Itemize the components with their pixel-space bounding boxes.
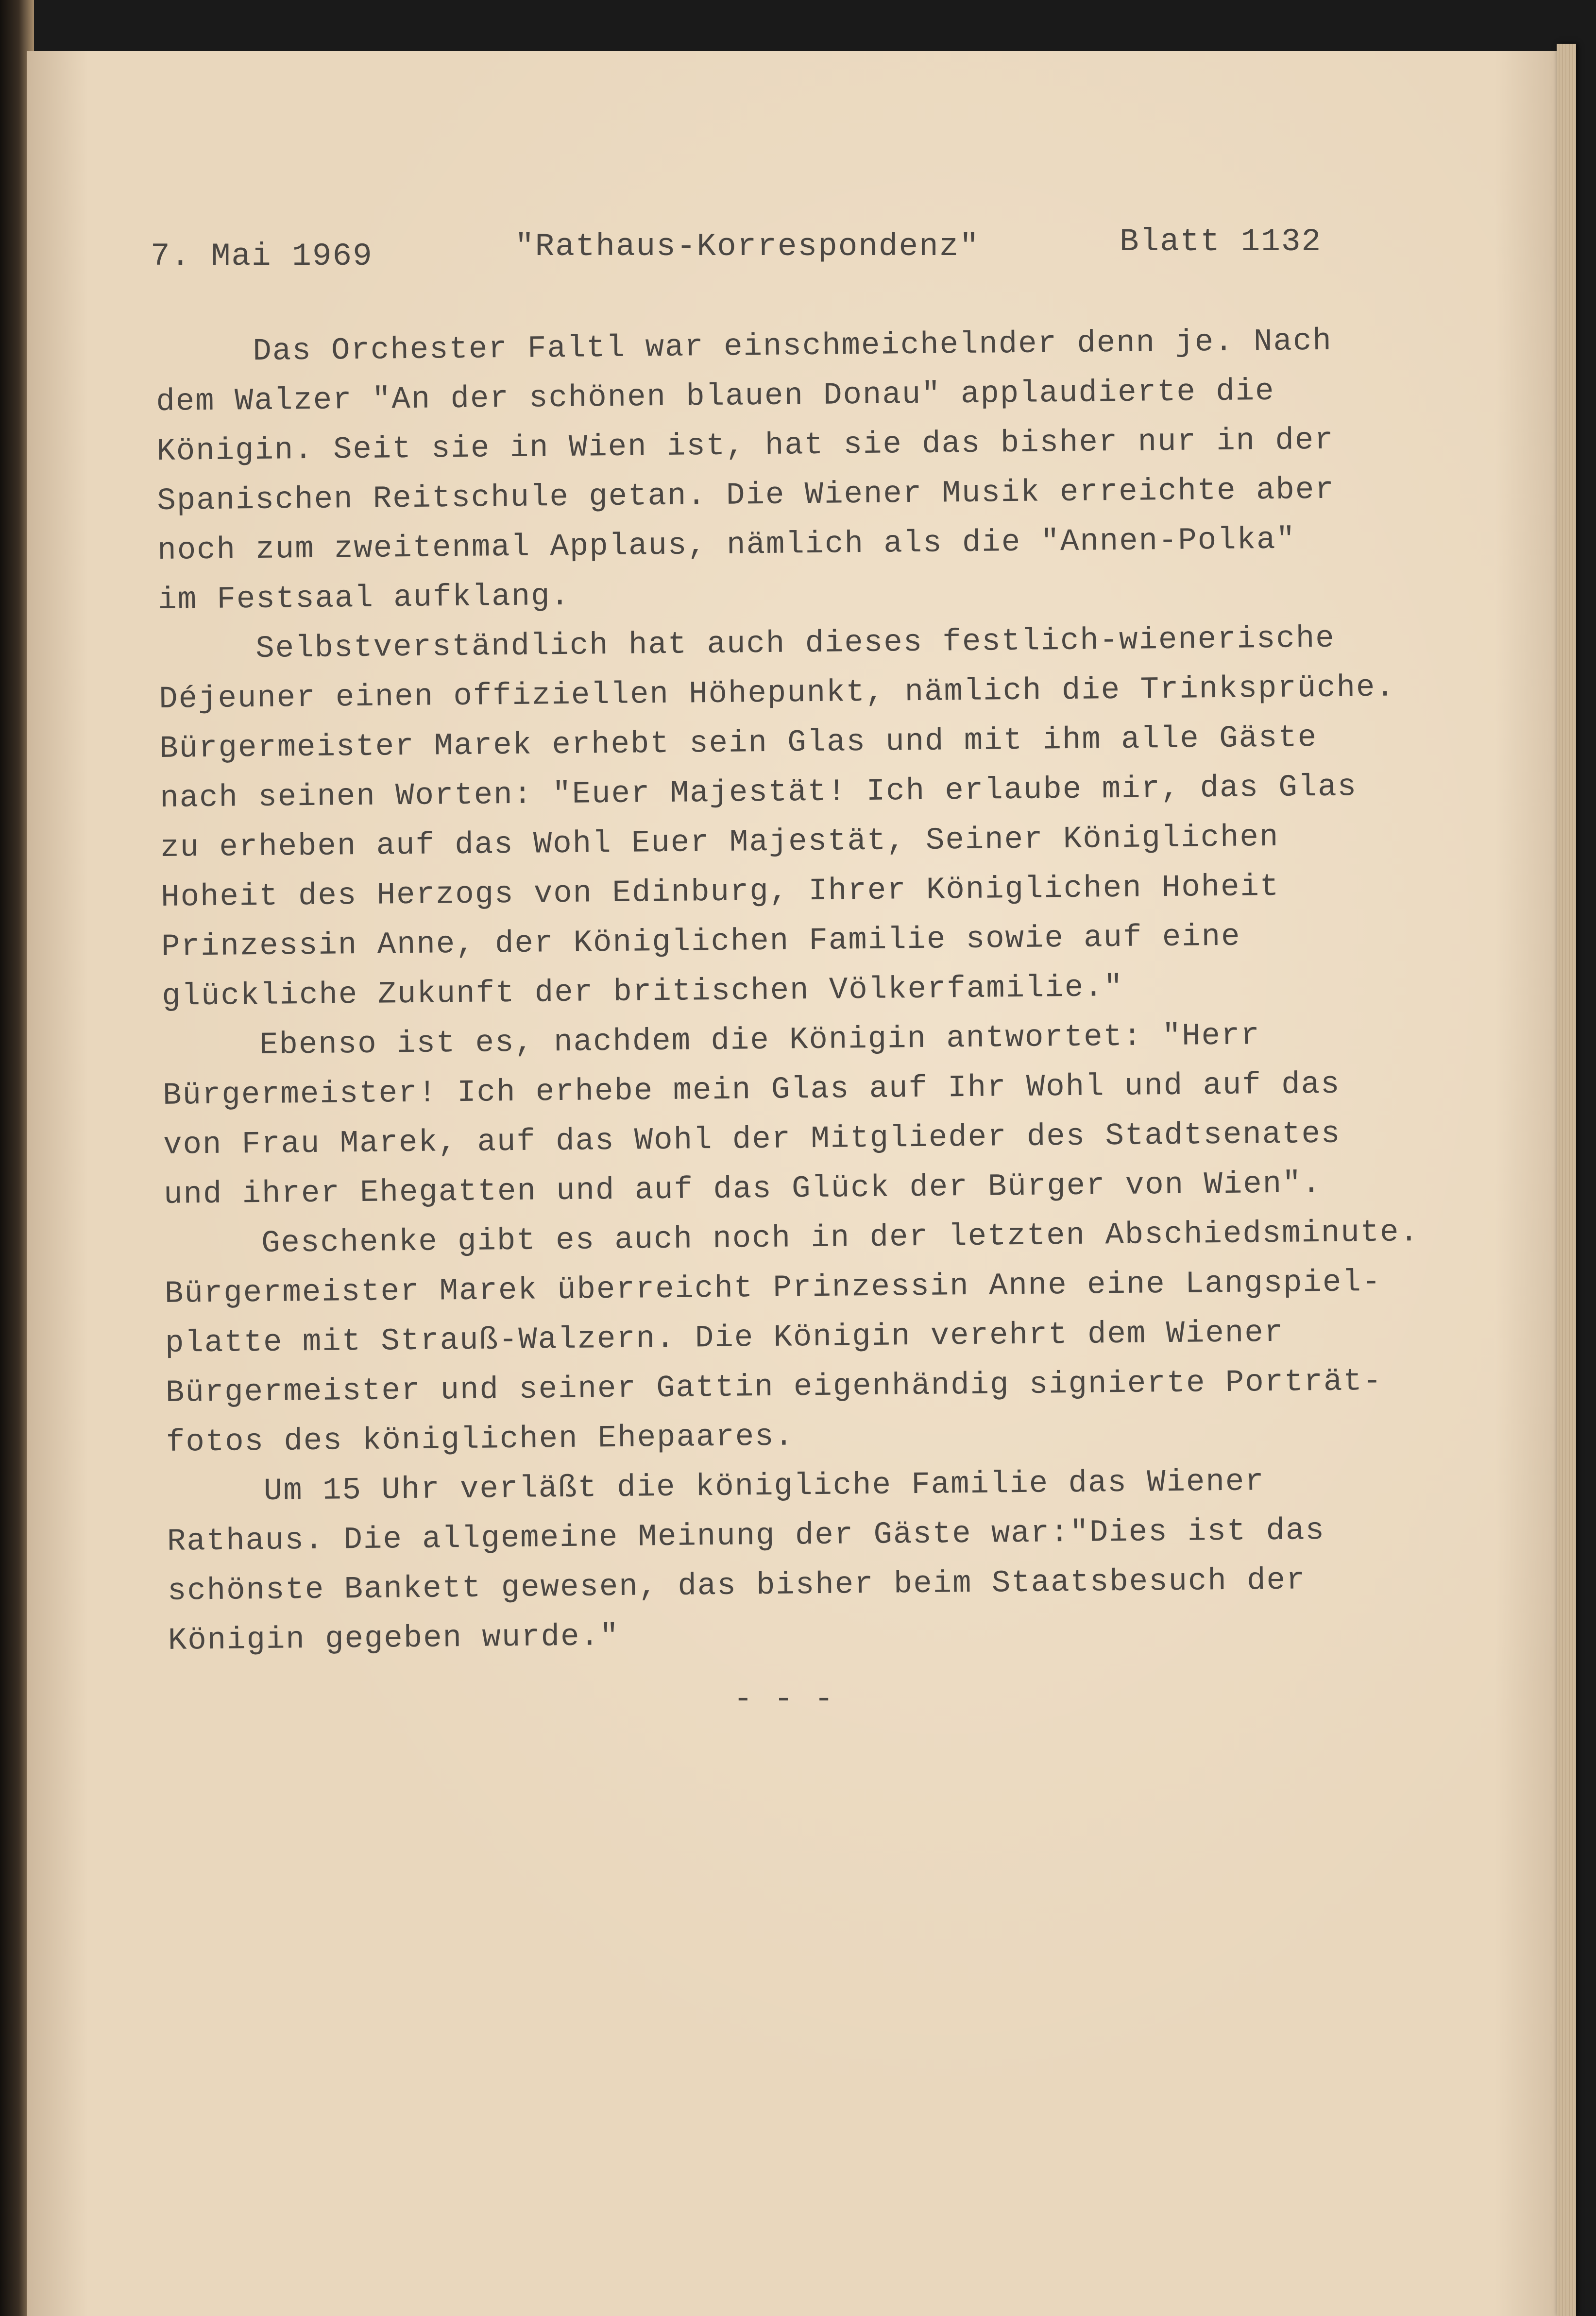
- paragraph-1: Das Orchester Faltl war einschmeichelnder denn je. Nach dem Walzer "An der schönen blauen Donau" applaudierte die Königin. Seit sie in Wien ist, hat sie das bisher nur in der Spanischen Reitschule getan. Die Wiener Musik erreichte aber noch zum zweitenmal Applaus, nämlich als die "Annen-Polka" im Festsaal aufklang.: [156, 324, 1335, 618]
- end-of-article-mark: - - -: [733, 1681, 835, 1717]
- header-date: 7. Mai 1969: [151, 238, 373, 274]
- paragraph-5: Um 15 Uhr verläßt die königliche Familie das Wiener Rathaus. Die allgemeine Meinung der Gäste war:"Dies ist das schönste Bankett gewesen, das bisher beim Staatsbesuch der Königin gegeben wurde.": [167, 1464, 1325, 1659]
- article-body: [155, 315, 1518, 1666]
- paragraph-4: Geschenke gibt es auch noch in der letzten Abschiedsminute. Bürgermeister Marek überreicht Prinzessin Anne eine Langspiel- platte mit Strauß-Walzern. Die Königin verehrt dem Wiener Bürgermeister und seiner Gattin eigenhändig signierte Porträt- fotos des königlichen Ehepaares.: [164, 1215, 1420, 1460]
- paragraph-3: Ebenso ist es, nachdem die Königin antwortet: "Herr Bürgermeister! Ich erhebe mein Glas auf Ihr Wohl und auf das von Frau Marek, auf das Wohl der Mitglieder des Stadtsenates und ihrer Ehegatten und auf das Glück der Bürger von Wien".: [162, 1018, 1341, 1213]
- header-title: "Rathaus-Korrespondenz": [515, 228, 980, 265]
- page-header: [27, 223, 1557, 284]
- document-page: [27, 51, 1557, 2316]
- page-stack-edge: [1557, 44, 1576, 2316]
- header-sheet-number: Blatt 1132: [1120, 223, 1322, 260]
- paragraph-2: Selbstverständlich hat auch dieses festlich-wienerische Déjeuner einen offiziellen Höhepunkt, nämlich die Trinksprüche. Bürgermeister Marek erhebt sein Glas und mit ihm alle Gäste nach seinen Worten: "Euer Majestät! Ich erlaube mir, das Glas zu erheben auf das Wohl Euer Majestät, Seiner Königlichen Hoheit des Herzogs von Edinburg, Ihrer Königlichen Hoheit Prinzessin Anne, der Königlichen Familie sowie auf eine glückliche Zukunft der britischen Völkerfamilie.": [158, 621, 1396, 1014]
